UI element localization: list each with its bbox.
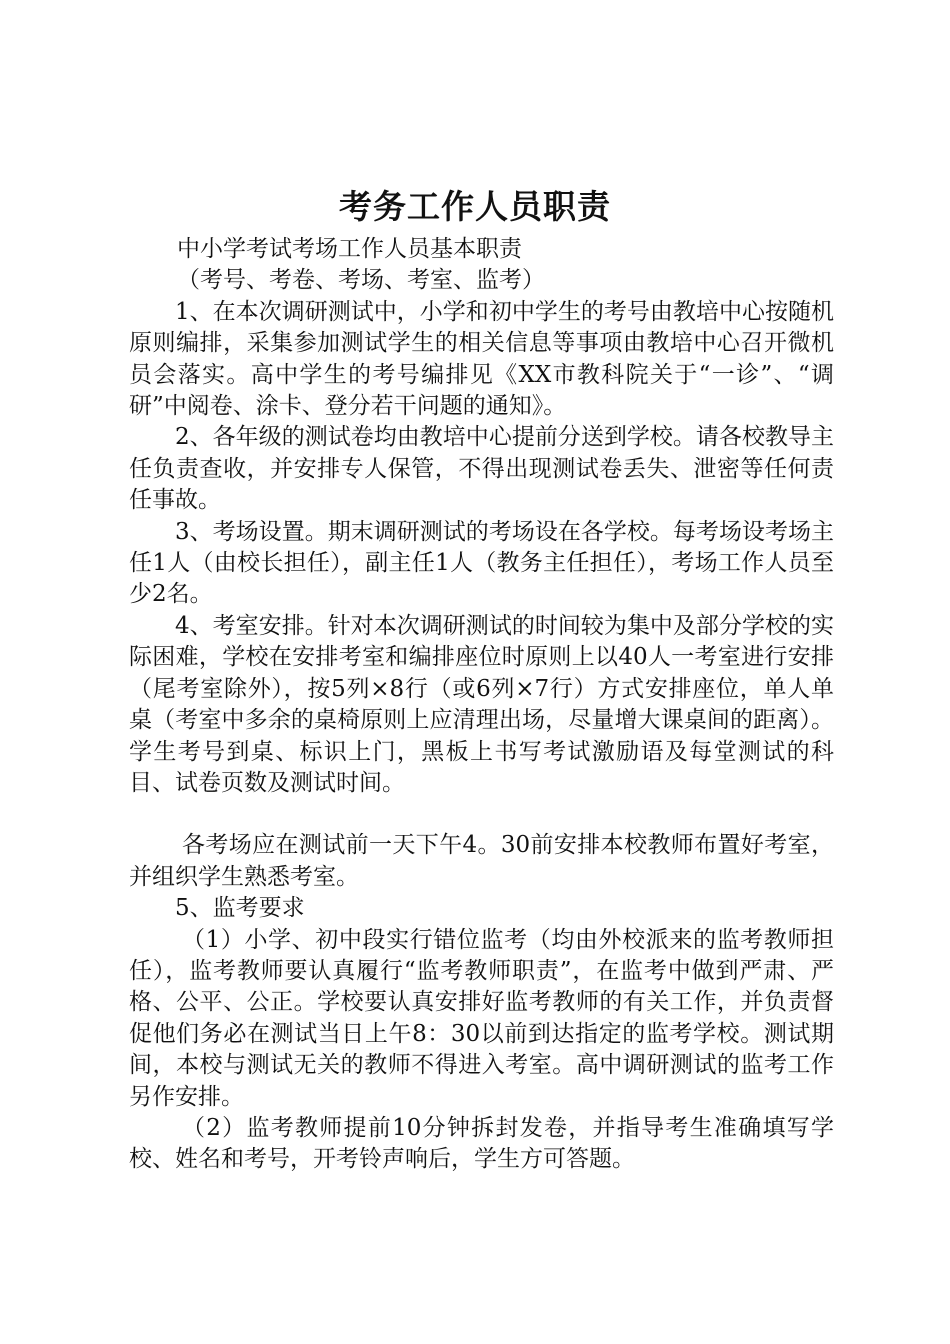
paragraph-2: 2、各年级的测试卷均由教培中心提前分送到学校。请各校教导主任负责查收，并安排专人保管，不得出现测试卷丢失、泄密等任何责任事故。 <box>129 424 834 514</box>
section-5-heading: 5、监考要求 <box>175 895 305 922</box>
paragraph-5-1: （1）小学、初中段实行错位监考（均由外校派来的监考教师担任），监考教师要认真履行“监考教师职责”，在监考中做到严肃、严格、公平、公正。学校要认真安排好监考教师的有关工作，并负责督促他们务必在测试当日上午8：30以前到达指定的监考学校。测试期间，本校与测试无关的教师不得进入考室。高中调研测试的监考工作另作安排。 <box>129 926 834 1110</box>
paragraph-5-2: （2）监考教师提前10分钟拆封发卷，并指导考生准确填写学校、姓名和考号，开考铃声响后，学生方可答题。 <box>129 1114 834 1173</box>
subtitle-line: 中小学考试考场工作人员基本职责 <box>177 236 522 262</box>
paragraph-1: 1、在本次调研测试中，小学和初中学生的考号由教培中心按随机原则编排，采集参加测试学生的相关信息等事项由教培中心召开微机员会落实。高中学生的考号编排见《XX市教科院关于“一诊”、“调研”中阅卷、涂卡、登分若干问题的通知》。 <box>129 298 834 420</box>
paragraph-3: 3、考场设置。期末调研测试的考场设在各学校。每考场设考场主任1人（由校长担任），副主任1人（教务主任担任），考场工作人员至少2名。 <box>129 518 834 608</box>
subtitle-topics: （考号、考卷、考场、考室、监考） <box>177 267 545 294</box>
document-body <box>129 234 834 1176</box>
paragraph-exam-room-prep: 各考场应在测试前一天下午4。30前安排本校教师布置好考室，并组织学生熟悉考室。 <box>129 832 834 890</box>
paragraph-4: 4、考室安排。针对本次调研测试的时间较为集中及部分学校的实际困难，学校在安排考室和编排座位时原则上以40人一考室进行安排（尾考室除外），按5列×8行（或6列×7行）方式安排座位，单人单桌（考室中多余的桌椅原则上应清理出场，尽量增大课桌间的距离）。学生考号到桌、标识上门，黑板上书写考试激励语及每堂测试的科目、试卷页数及测试时间。 <box>129 612 834 796</box>
document-title: 考务工作人员职责 <box>339 187 611 226</box>
